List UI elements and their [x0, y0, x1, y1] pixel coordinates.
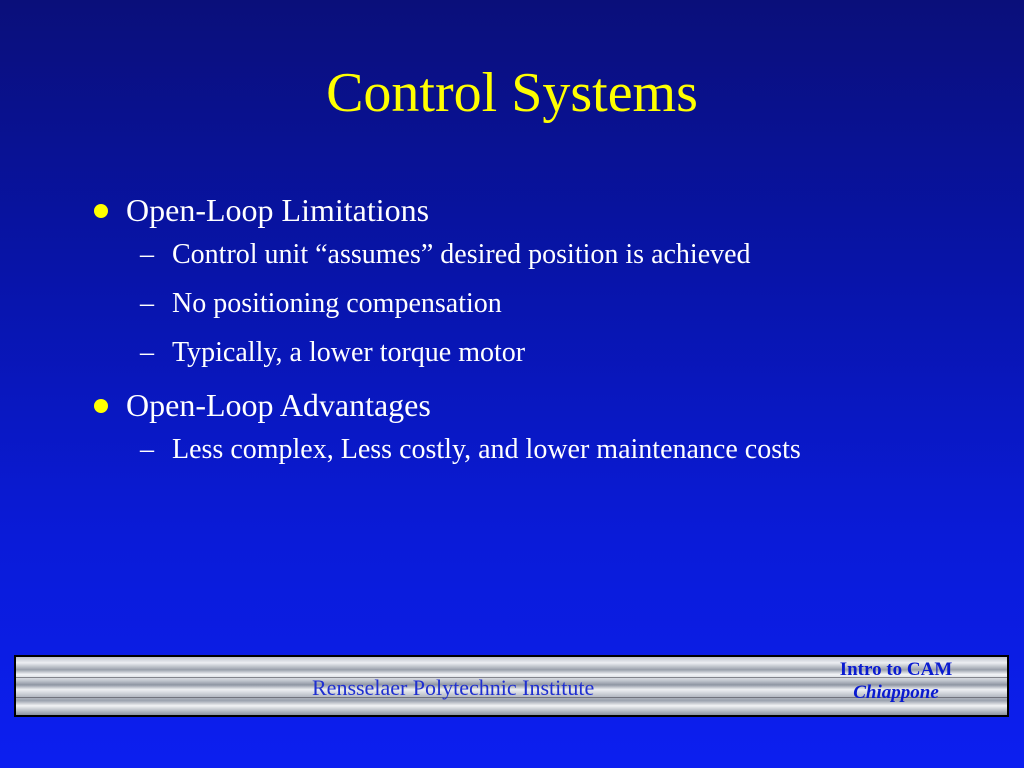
footer-institution: Rensselaer Polytechnic Institute	[312, 675, 595, 700]
sub-item-text: Less complex, Less costly, and lower maintenance costs	[172, 434, 801, 465]
sub-item-text: Control unit “assumes” desired position is achieved	[172, 239, 751, 270]
dash-icon: –	[140, 239, 154, 270]
bullet-item	[90, 190, 990, 230]
sub-item	[90, 238, 990, 272]
dash-icon: –	[140, 434, 154, 465]
bullet-text: Open-Loop Advantages	[126, 387, 431, 423]
sub-item-text: Typically, a lower torque motor	[172, 337, 526, 368]
footer-course-block	[816, 659, 976, 705]
footer-author: Chiappone	[853, 682, 939, 703]
slide-content	[90, 190, 990, 482]
sub-list	[90, 433, 990, 467]
sub-list	[90, 238, 990, 370]
footer-bar	[14, 655, 1009, 717]
bullet-dot-icon	[94, 204, 108, 218]
bullet-text: Open-Loop Limitations	[126, 192, 430, 228]
footer-course: Intro to CAM	[839, 659, 953, 680]
slide-title: Control Systems	[326, 62, 698, 124]
sub-item-text: No positioning compensation	[172, 288, 502, 319]
bullet-item	[90, 385, 990, 425]
sub-item	[90, 336, 990, 370]
sub-item	[90, 433, 990, 467]
sub-item	[90, 287, 990, 321]
bullet-dot-icon	[94, 399, 108, 413]
dash-icon: –	[140, 337, 154, 368]
dash-icon: –	[140, 288, 154, 319]
